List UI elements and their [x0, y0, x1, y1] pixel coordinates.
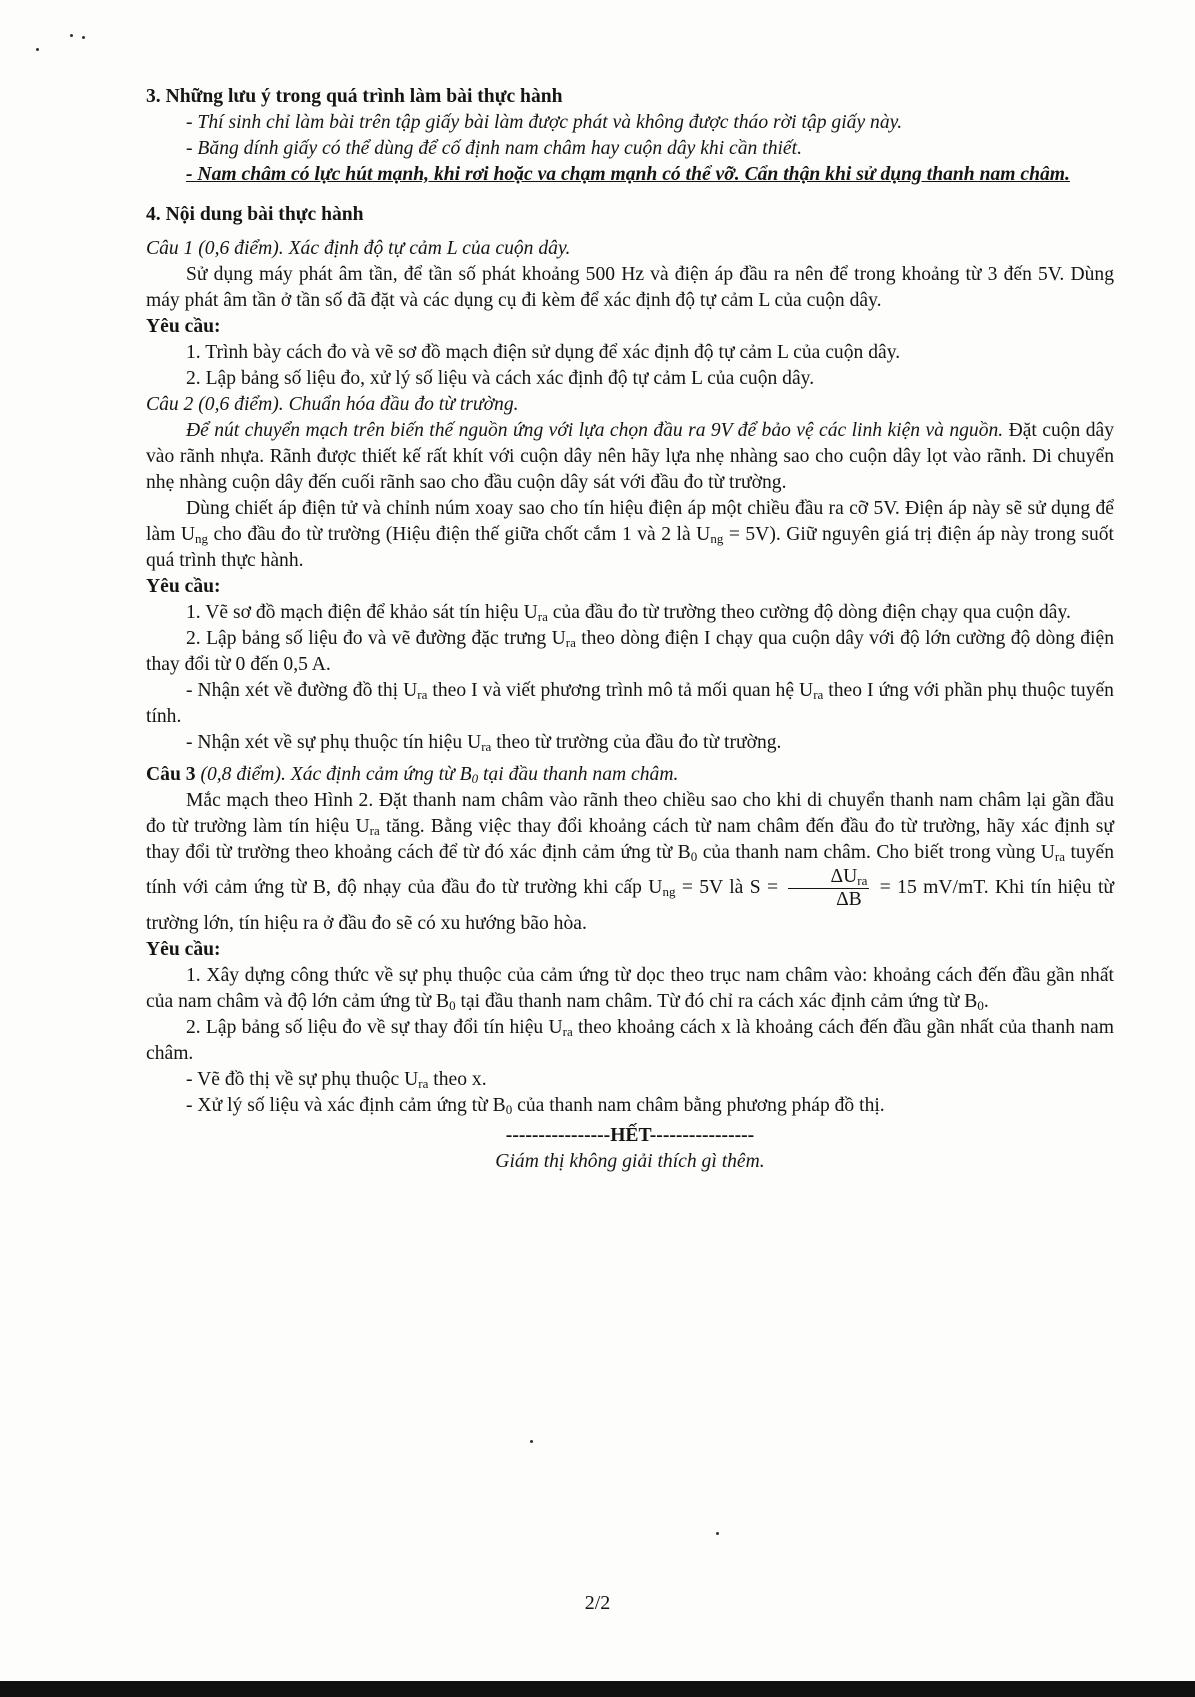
q2-req-3: - Nhận xét về đường đồ thị $U_{ra}$ theo I và viết phương trình mô tả mối quan hệ $U_{ra}$ theo I ứng với phần phụ thuộc tuyến tính.	[146, 680, 1114, 727]
q3-para: Mắc mạch theo Hình 2. Đặt thanh nam châm vào rãnh theo chiều sao cho khi di chuyển thanh nam châm lại gần đầu đo từ trường làm tín hiệu $U_{ra}$ tăng. Bằng việc thay đổi khoảng cách từ nam châm đến đầu đo từ trường, hãy xác định sự thay đổi từ trường theo khoảng cách để từ đó xác định cảm ứng từ $B_0$ của thanh nam châm. Cho biết trong vùng $U_{ra}$ tuyến tính với cảm ứng từ B, độ nhạy của đầu đo từ trường khi cấp $U_{ng} = 5V$ là S = $\frac{\Delta U_{ra}}{\Delta B}$ = 15 mV/mT. Khi tín hiệu từ trường lớn, tín hiệu ra ở đầu đo sẽ có xu hướng bão hòa.	[146, 790, 1115, 934]
scan-speck	[716, 1532, 719, 1535]
q3-req-4: - Xử lý số liệu và xác định cảm ứng từ $B_0$ của thanh nam châm bằng phương pháp đồ thị.	[186, 1095, 885, 1117]
scan-speck	[530, 1440, 533, 1443]
q2-requirements-label: Yêu cầu:	[146, 576, 221, 597]
scan-speck	[36, 48, 39, 51]
section-4-heading: 4. Nội dung bài thực hành	[146, 204, 364, 225]
q1-requirements-label: Yêu cầu:	[146, 316, 221, 337]
note-3: - Nam châm có lực hút mạnh, khi rơi hoặc va chạm mạnh có thể vỡ. Cẩn thận khi sử dụng thanh nam châm.	[186, 164, 1070, 185]
q3-requirements-label: Yêu cầu:	[146, 939, 221, 960]
q1-req-2: 2. Lập bảng số liệu đo, xử lý số liệu và cách xác định độ tự cảm L của cuộn dây.	[186, 368, 815, 389]
exam-page	[146, 84, 1114, 1175]
q2-title: Câu 2 (0,6 điểm). Chuẩn hóa đầu đo từ trường.	[146, 394, 519, 415]
scan-speck	[70, 34, 73, 37]
page-number: 2/2	[584, 1592, 611, 1614]
note-1: - Thí sinh chỉ làm bài trên tập giấy bài làm được phát và không được tháo rời tập giấy này.	[186, 112, 903, 133]
q3-req-1: 1. Xây dựng công thức về sự phụ thuộc của cảm ứng từ dọc theo trục nam châm vào: khoảng cách đến đầu gần nhất của nam châm và độ lớn cảm ứng từ $B_0$ tại đầu thanh nam châm. Từ đó chỉ ra cách xác định cảm ứng từ $B_0$.	[146, 965, 1114, 1013]
q3-req-2: 2. Lập bảng số liệu đo về sự thay đổi tín hiệu $U_{ra}$ theo khoảng cách x là khoảng cách đến đầu gần nhất của thanh nam châm.	[146, 1017, 1114, 1064]
q1-title: Câu 1 (0,6 điểm). Xác định độ tự cảm L của cuộn dây.	[146, 238, 571, 259]
q1-body: Sử dụng máy phát âm tần, để tần số phát khoảng 500 Hz và điện áp đầu ra nên để trong khoảng từ 3 đến 5V. Dùng máy phát âm tần ở tần số đã đặt và các dụng cụ đi kèm để xác định độ tự cảm L của cuộn dây.	[146, 264, 1114, 311]
q2-req-2: 2. Lập bảng số liệu đo và vẽ đường đặc trưng $U_{ra}$ theo dòng điện I chạy qua cuộn dây với độ lớn cường độ dòng điện thay đổi từ 0 đến 0,5 A.	[146, 628, 1114, 675]
q2-req-1: 1. Vẽ sơ đồ mạch điện để khảo sát tín hiệu $U_{ra}$ của đầu đo từ trường theo cường độ dòng điện chạy qua cuộn dây.	[186, 602, 1071, 624]
note-2: - Băng dính giấy có thể dùng để cố định nam châm hay cuộn dây khi cần thiết.	[186, 138, 802, 159]
q2-para-2: Dùng chiết áp điện tử và chỉnh núm xoay sao cho tín hiệu điện áp một chiều đầu ra cỡ 5V. Điện áp này sẽ sử dụng để làm $U_{ng}$ cho đầu đo từ trường (Hiệu điện thế giữa chốt cắm 1 và 2 là $U_{ng} = 5V$). Giữ nguyên giá trị điện áp này trong suốt quá trình thực hành.	[146, 498, 1114, 571]
q3-req-3: - Vẽ đồ thị về sự phụ thuộc $U_{ra}$ theo x.	[186, 1069, 487, 1091]
end-note: Giám thị không giải thích gì thêm.	[495, 1151, 765, 1172]
sensitivity-fraction: $\frac{\Delta U_{ra}}{\Delta B}$	[788, 866, 869, 911]
q2-req-4: - Nhận xét về sự phụ thuộc tín hiệu $U_{ra}$ theo từ trường của đầu đo từ trường.	[186, 732, 782, 754]
section-3-heading: 3. Những lưu ý trong quá trình làm bài thực hành	[146, 86, 563, 107]
scan-edge	[0, 1681, 1195, 1697]
scan-speck	[82, 36, 85, 39]
q1-req-1: 1. Trình bày cách đo và vẽ sơ đồ mạch điện sử dụng để xác định độ tự cảm L của cuộn dây.	[186, 342, 901, 363]
end-mark: ----------------HẾT----------------	[505, 1125, 755, 1146]
q3-title: Câu 3 (0,8 điểm). Xác định cảm ứng từ $B_0$ tại đầu thanh nam châm.	[146, 764, 679, 786]
q2-para-1: Để nút chuyển mạch trên biến thế nguồn ứng với lựa chọn đầu ra 9V để bảo vệ các linh kiện và nguồn. Đặt cuộn dây vào rãnh nhựa. Rãnh được thiết kế rất khít với cuộn dây nên hãy lựa nhẹ nhàng sao cho cuộn dây lọt vào rãnh. Di chuyển nhẹ nhàng cuộn dây đến cuối rãnh sao cho đầu cuộn dây sát với đầu đo từ trường.	[146, 420, 1114, 493]
